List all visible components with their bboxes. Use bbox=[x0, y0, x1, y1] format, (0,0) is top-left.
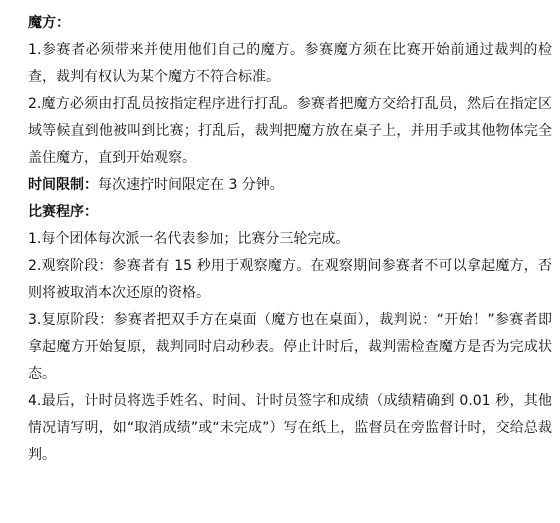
section-heading-cube: 魔方： bbox=[28, 15, 70, 31]
procedure-step-3: 3.复原阶段：参赛者把双手方在桌面（魔方也在桌面），裁判说：“开始！”参赛者即拿起魔方开始复原，裁判同时启动秒表。停止计时后，裁判需检查魔方是否为完成状态。 bbox=[28, 312, 552, 382]
procedure-step-4: 4.最后，计时员将选手姓名、时间、计时员签字和成绩（成绩精确到 0.01 秒，其他情况请写明，如“取消成绩”或“未完成”）写在纸上，监督员在旁监督计时，交给总裁判。 bbox=[28, 393, 552, 463]
cube-rule-1: 1.参赛者必须带来并使用他们自己的魔方。参赛魔方须在比赛开始前通过裁判的检查，裁判有权认为某个魔方不符合标准。 bbox=[28, 42, 552, 85]
cube-rule-2: 2.魔方必须由打乱员按指定程序进行打乱。参赛者把魔方交给打乱员，然后在指定区域等候直到他被叫到比赛；打乱后，裁判把魔方放在桌子上，并用手或其他物体完全盖住魔方，直到开始观察。 bbox=[28, 96, 552, 166]
procedure-step-1: 1.每个团体每次派一名代表参加；比赛分三轮完成。 bbox=[28, 231, 350, 247]
time-limit-text: 每次速拧时间限定在 3 分钟。 bbox=[98, 177, 284, 193]
time-limit-line bbox=[28, 172, 552, 199]
procedure-step-2: 2.观察阶段：参赛者有 15 秒用于观察魔方。在观察期间参赛者不可以拿起魔方，否则将被取消本次还原的资格。 bbox=[28, 258, 552, 301]
time-limit-label: 时间限制： bbox=[28, 177, 98, 193]
section-heading-procedure: 比赛程序： bbox=[28, 204, 98, 220]
